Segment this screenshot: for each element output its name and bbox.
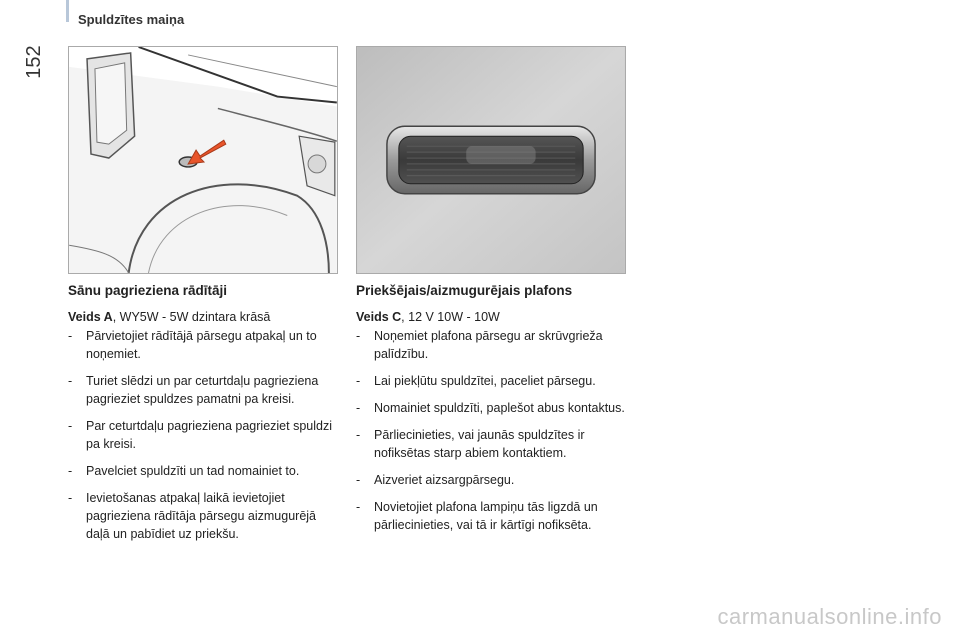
list-dash: - (356, 500, 361, 514)
step-text: Aizveriet aizsargpārsegu. (374, 473, 515, 487)
list-dash: - (68, 491, 73, 505)
list-dash: - (68, 464, 73, 478)
list-dash: - (68, 419, 73, 433)
list-dash: - (356, 374, 361, 388)
step-text: Pārliecinieties, vai jaunās spuldzītes ir nofiksētas starp abiem kontaktiem. (374, 428, 585, 460)
step-text: Turiet slēdzi un par ceturtdaļu pagrieziena pagrieziet spuldzes pamatni pa kreisi. (86, 374, 319, 406)
variant-spec: , 12 V 10W - 10W (401, 310, 500, 324)
step-text: Nomainiet spuldzīti, paplešot abus kontaktus. (374, 401, 625, 415)
side-indicator-section (68, 283, 343, 552)
step-text: Ievietošanas atpakaļ laikā ievietojiet pagrieziena rādītāja pārsegu aizmugurējā daļā un pabīdiet uz priekšu. (86, 491, 317, 541)
list-item (356, 399, 631, 417)
van-side-drawing (69, 47, 337, 273)
list-dash: - (356, 428, 361, 442)
side-indicator-illustration (68, 46, 338, 274)
step-text: Lai piekļūtu spuldzītei, paceliet pārsegu. (374, 374, 596, 388)
steps-list (356, 327, 631, 534)
side-accent-bar (66, 0, 69, 22)
variant-line (356, 310, 631, 324)
list-item (68, 327, 343, 363)
list-dash: - (356, 401, 361, 415)
watermark: carmanualsonline.info (717, 604, 942, 629)
list-item (356, 426, 631, 462)
list-dash: - (68, 374, 73, 388)
page-header: Spuldzītes maiņa (78, 12, 185, 27)
steps-list (68, 327, 343, 543)
list-item (356, 327, 631, 363)
page-number: 152 (23, 45, 45, 79)
list-item (68, 417, 343, 453)
section-title-ceiling-lamp: Priekšējais/aizmugurējais plafons (356, 283, 573, 298)
list-item (356, 372, 631, 390)
list-dash: - (68, 329, 73, 343)
step-text: Noņemiet plafona pārsegu ar skrūvgrieža palīdzību. (374, 329, 603, 361)
step-text: Par ceturtdaļu pagrieziena pagrieziet spuldzi pa kreisi. (86, 419, 332, 451)
list-dash: - (356, 329, 361, 343)
variant-label: Veids A (68, 310, 113, 324)
variant-label: Veids C (356, 310, 402, 324)
list-dash: - (356, 473, 361, 487)
variant-line (68, 310, 343, 324)
variant-spec: , WY5W - 5W dzintara krāsā (112, 310, 271, 324)
list-item (356, 498, 631, 534)
section-title-side-indicator: Sānu pagrieziena rādītāji (68, 283, 228, 298)
ceiling-lamp-section (356, 283, 631, 543)
ceiling-lamp-drawing (357, 47, 625, 273)
list-item (68, 372, 343, 408)
step-text: Pavelciet spuldzīti un tad nomainiet to. (86, 464, 300, 478)
step-text: Novietojiet plafona lampiņu tās ligzdā un pārliecinieties, vai tā ir kārtīgi nofiksēta. (374, 500, 598, 532)
list-item (356, 471, 631, 489)
list-item (68, 489, 343, 543)
ceiling-lamp-photo (356, 46, 626, 274)
list-item (68, 462, 343, 480)
step-text: Pārvietojiet rādītājā pārsegu atpakaļ un to noņemiet. (86, 329, 317, 361)
